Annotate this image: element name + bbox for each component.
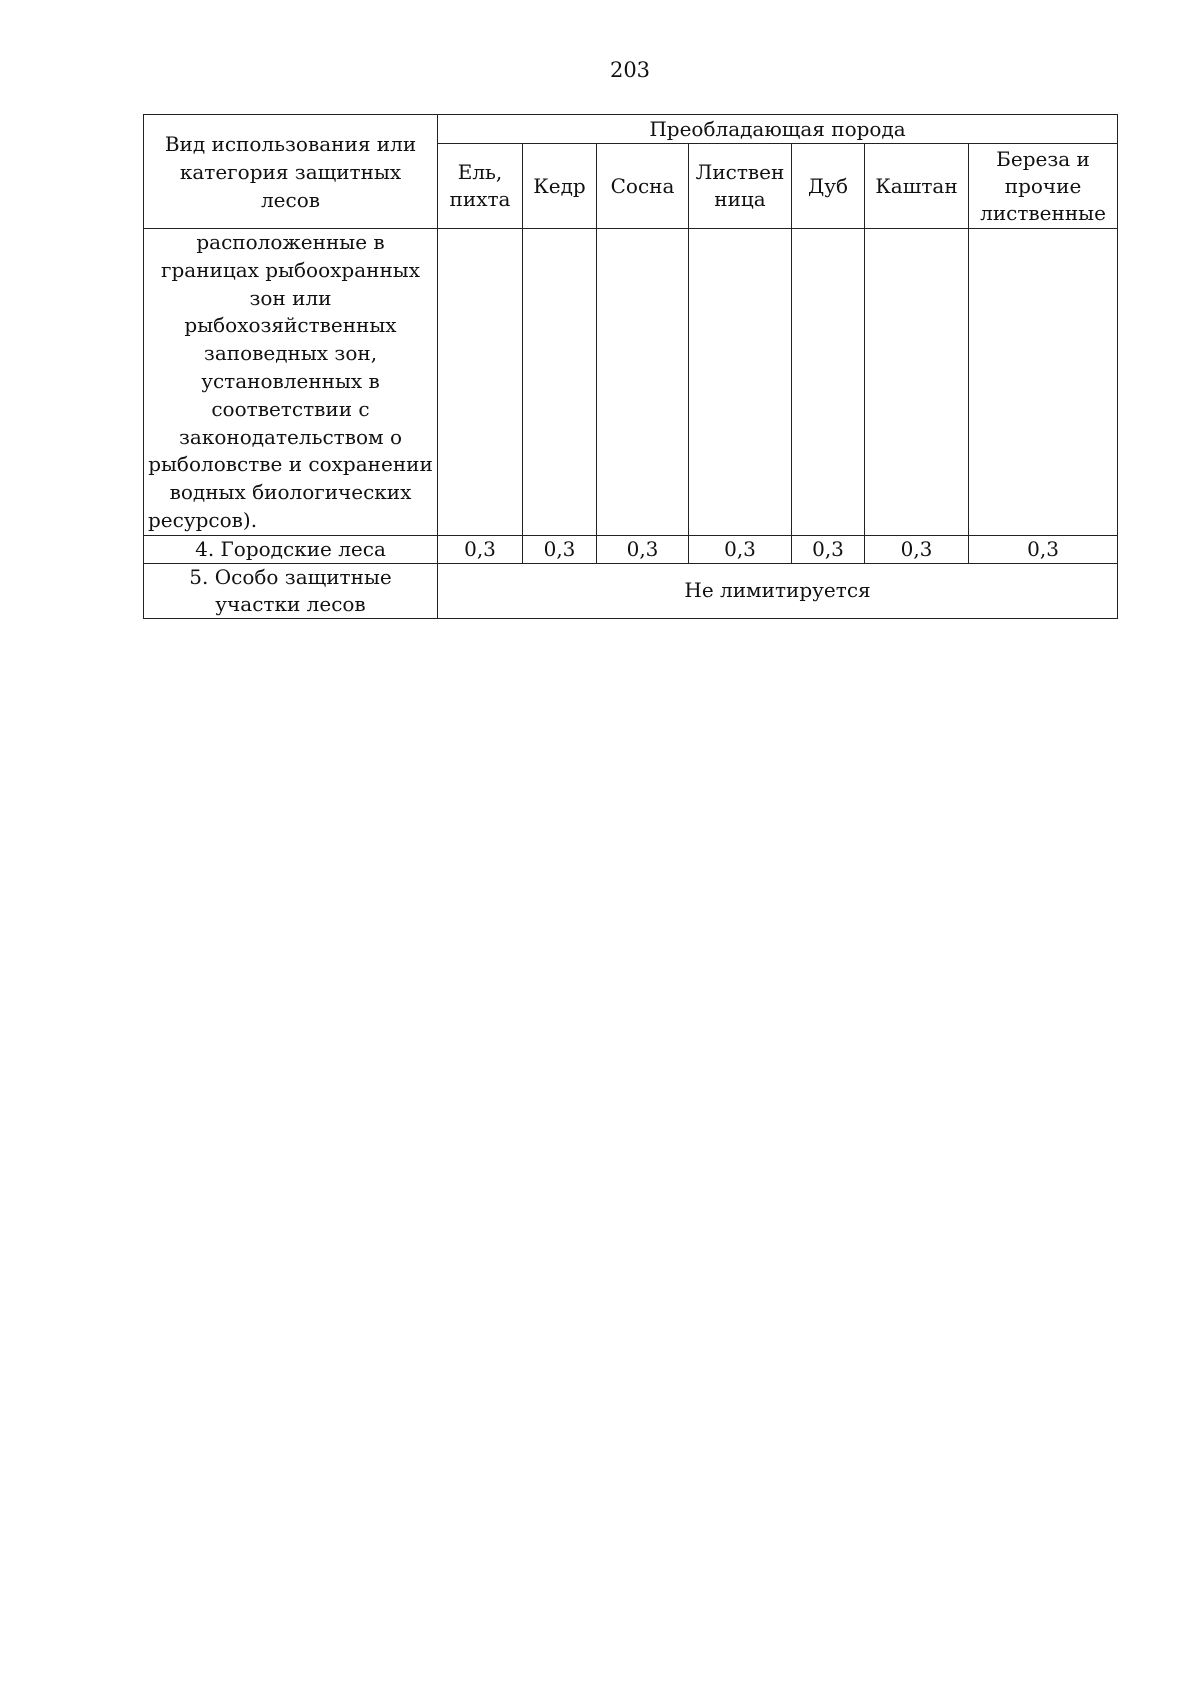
- value-cell: [865, 229, 969, 536]
- value-cell: [597, 229, 689, 536]
- group-header-cell: Преобладающая порода: [438, 115, 1118, 144]
- table-row: [144, 563, 1118, 618]
- column-header-cedar: Кедр: [523, 144, 597, 229]
- value-cell: 0,3: [523, 535, 597, 563]
- row-category-cell: 4. Городские леса: [144, 535, 438, 563]
- table-row: [144, 229, 1118, 536]
- page-number: 203: [609, 58, 651, 82]
- row-header-cell: Вид использования или категория защитных лесов: [144, 115, 438, 229]
- table-row: [144, 535, 1118, 563]
- value-cell: 0,3: [865, 535, 969, 563]
- value-cell: [792, 229, 865, 536]
- value-cell: 0,3: [689, 535, 792, 563]
- value-cell: [523, 229, 597, 536]
- column-header-larch: Листвен ница: [689, 144, 792, 229]
- row-category-cell: 5. Особо защитные участки лесов: [144, 563, 438, 618]
- value-cell: 0,3: [969, 535, 1118, 563]
- not-limited-note-cell: Не лимитируется: [438, 563, 1118, 618]
- value-cell: [969, 229, 1118, 536]
- forest-norms-table: [143, 114, 1118, 619]
- column-header-pine: Сосна: [597, 144, 689, 229]
- column-header-oak: Дуб: [792, 144, 865, 229]
- value-cell: [438, 229, 523, 536]
- column-header-chestnut: Каштан: [865, 144, 969, 229]
- value-cell: 0,3: [597, 535, 689, 563]
- value-cell: [689, 229, 792, 536]
- row-category-cell: расположенные в границах рыбоохранных зон или рыбохозяйственных заповедных зон, установленных в соответствии с законодательством о рыболовстве и сохранении водных биологических ресурсов).: [144, 229, 438, 536]
- value-cell: 0,3: [438, 535, 523, 563]
- column-header-birch-other: Береза и прочие лиственные: [969, 144, 1118, 229]
- value-cell: 0,3: [792, 535, 865, 563]
- column-header-spruce-fir: Ель, пихта: [438, 144, 523, 229]
